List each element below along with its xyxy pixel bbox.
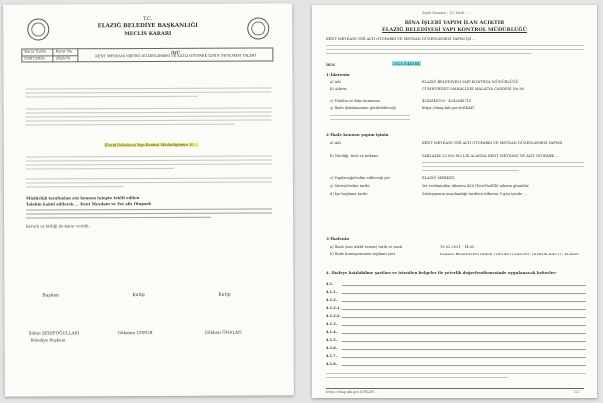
list-item: 4.1.1.	[326, 289, 586, 297]
list-item: 4.1.2.1.	[326, 305, 586, 313]
criteria-tail-lines	[326, 373, 586, 381]
idare-value-3: https://ekap.kik.gov.tr/EKAP/	[422, 106, 475, 110]
ikn-label: İKN	[326, 62, 336, 67]
list-item: 4.1.8.	[326, 361, 586, 369]
list-item: 4.1.4.	[326, 329, 586, 337]
idare-extra-lines	[330, 115, 410, 123]
body-paragraph-3	[26, 155, 272, 172]
is-label-4: d) İşe başlama tarihi	[330, 192, 368, 196]
bold-para-line2: Talebin kabul edilerek ... Kent Meydanı ve Yer altı Otopark	[26, 200, 152, 207]
signature-title-clerk2: Katip	[218, 292, 231, 298]
title-line2: ELAZIĞ BELEDİYESİ YAPI KONTROL MÜDÜRLÜĞÜ	[382, 27, 527, 33]
is-value-2: ELAZIĞ MERKEZ	[422, 176, 455, 180]
is-value-4: Sözleşmenin imzalandığı tarihten itibaren 5 gün içinde ...	[422, 192, 527, 196]
idare-label-2: c) Telefon ve faks numarası	[330, 99, 380, 103]
highlighted-text: Elazığ Belediyesi Yapı Kontrol Müdürlüğünün 10 ...	[104, 142, 199, 148]
header-line2: ELAZIĞ BELEDİYE BAŞKANLIĞI	[97, 22, 198, 30]
idare-label-1: b) Adresi	[330, 87, 347, 91]
decision-meta-table	[21, 47, 273, 62]
list-item: 4.1.7.	[326, 353, 586, 361]
section2-heading: 2-İhale konusu yapım işinin	[326, 132, 389, 137]
table-header-ozu: ÖZÜ KENT MEYDANI METRO DÜZENLEMESİ VE KATLI OTOPARK İZNİN YAPILMASI TALEBİ	[78, 48, 273, 62]
is-label-0: a) Adı	[330, 141, 341, 145]
tender-announcement-page	[312, 5, 597, 398]
section1-heading: 1-İdarenin	[326, 72, 350, 77]
footer-url: https://ekap.kik.gov.tr/EKAP/...	[326, 390, 378, 394]
table-value-no: 2020/76	[53, 55, 78, 62]
is-label-3: ç) Süresi/teslim tarihi	[330, 184, 370, 188]
bold-paragraph-rest	[26, 208, 272, 221]
body-paragraph-4	[26, 177, 272, 190]
list-item: 4.1.3.	[326, 321, 586, 329]
body-paragraph-2	[26, 107, 272, 128]
footer-divider	[326, 388, 584, 389]
header-line1: T.C.	[142, 15, 153, 23]
ozu-text: KENT MEYDANI METRO DÜZENLEMESİ VE KATLI OTOPARK İZNİN YAPILMASI TALEBİ	[95, 53, 256, 59]
body-paragraph-1	[26, 87, 272, 100]
list-item: 4.1.	[326, 281, 586, 289]
list-item: 4.1.2.2.	[326, 313, 586, 321]
idare-value-1: CUMHURİYET MAHALLESİ MALATYA CADDESİ No:36	[422, 87, 524, 91]
idare-value-2: 4242648700 - 4242648710	[422, 99, 472, 103]
is-label-1: b) Niteliği, türü ve miktarı	[330, 154, 379, 158]
list-item: 4.1.6.	[326, 345, 586, 353]
is-value-3: Yer tesliminden itibaren 450 (DörtYüzElli) takvim günüdür.	[422, 184, 530, 188]
signature-title-chair: Başkan	[42, 293, 60, 299]
is-value-1-rest	[422, 162, 584, 174]
table-header-no: Karar No	[53, 49, 78, 56]
bold-para-line3: kararlı oy birliği ile karar verildi.	[26, 223, 90, 229]
intro-text: KENT MEYDANI YER ALTI OTOPARKI VE MEYDAN DÜZENLEMESİ YAPIM İŞİ ...	[326, 37, 476, 41]
section3-heading: 3-İhalenin	[326, 236, 350, 241]
title-line1: BİNA İŞLERİ YAPIM İLAN ACIKTIR	[404, 20, 505, 26]
idare-label-3: ç) İhale dokümanının görülebileceği	[330, 106, 396, 110]
is-label-2: c) Yapılacağı/teslim edileceği yer	[330, 176, 391, 180]
idare-label-0: a) Adı	[330, 80, 341, 84]
page-number: 1/2	[574, 390, 580, 394]
criteria-list	[326, 281, 586, 369]
signature-title-clerk1: Katip	[132, 293, 145, 299]
list-item: 4.1.2.	[326, 297, 586, 305]
ikn-value: 2021/148384	[393, 61, 420, 66]
ihale-label-1: b) İhale komisyonunun toplantı yeri	[330, 252, 396, 256]
section4-heading: 4. İhaleye katılabilme şartları ve istenilen belgeler ile yeterlik değerlendirmesinde uygulanacak kriterler:	[326, 271, 557, 275]
idare-value-0: ELAZIĞ BELEDİYESİ YAPI KONTROL MÜDÜRLÜĞÜ	[422, 80, 519, 84]
ihale-label-0: a) İhale (son teklif verme) tarih ve saati	[330, 245, 403, 249]
signature-name-clerk1: Gökmen ÇOPUR	[117, 329, 153, 336]
intro-paragraph	[326, 45, 584, 57]
ihale-value-1: ELAZIĞ BELEDİYESİ İHALE TOPLANTI SALONU (A BLOK KAT:1) / ELAZIĞ	[440, 253, 579, 256]
top-note: Sayfa Numara : 1/2 Tarih : ...	[422, 11, 471, 15]
table-value-date: 03/07/2020	[22, 55, 53, 62]
is-value-0: KENT MEYDANI YER ALTI OTOPARKI VE MEYDAN DÜZENLEMESİ YAPIMI	[422, 141, 563, 145]
table-header-date: Karar Tarihi	[22, 49, 53, 56]
ihale-value-0: 19.02.2021 - 14:00	[440, 245, 475, 249]
signature-role-chair: Belediye Başkanı	[30, 337, 66, 343]
list-item: 4.1.5.	[326, 337, 586, 345]
header-line3: MECLİS KARARI	[124, 30, 172, 38]
signature-name-chair: Şahin ŞERİFOĞULLARI	[28, 330, 80, 336]
bold-para-line1: Müdürlük tarafından söz konusu talepte teklif edilen	[25, 195, 140, 201]
signature-name-clerk2: Gökhan ÖNALAN	[204, 329, 242, 335]
is-value-1: YAKLAŞIK 25.000 M2 LİK ALANDA KENT MEYDANI VE ALTI OTOPARK ...	[422, 154, 559, 158]
council-decision-page	[3, 3, 294, 396]
